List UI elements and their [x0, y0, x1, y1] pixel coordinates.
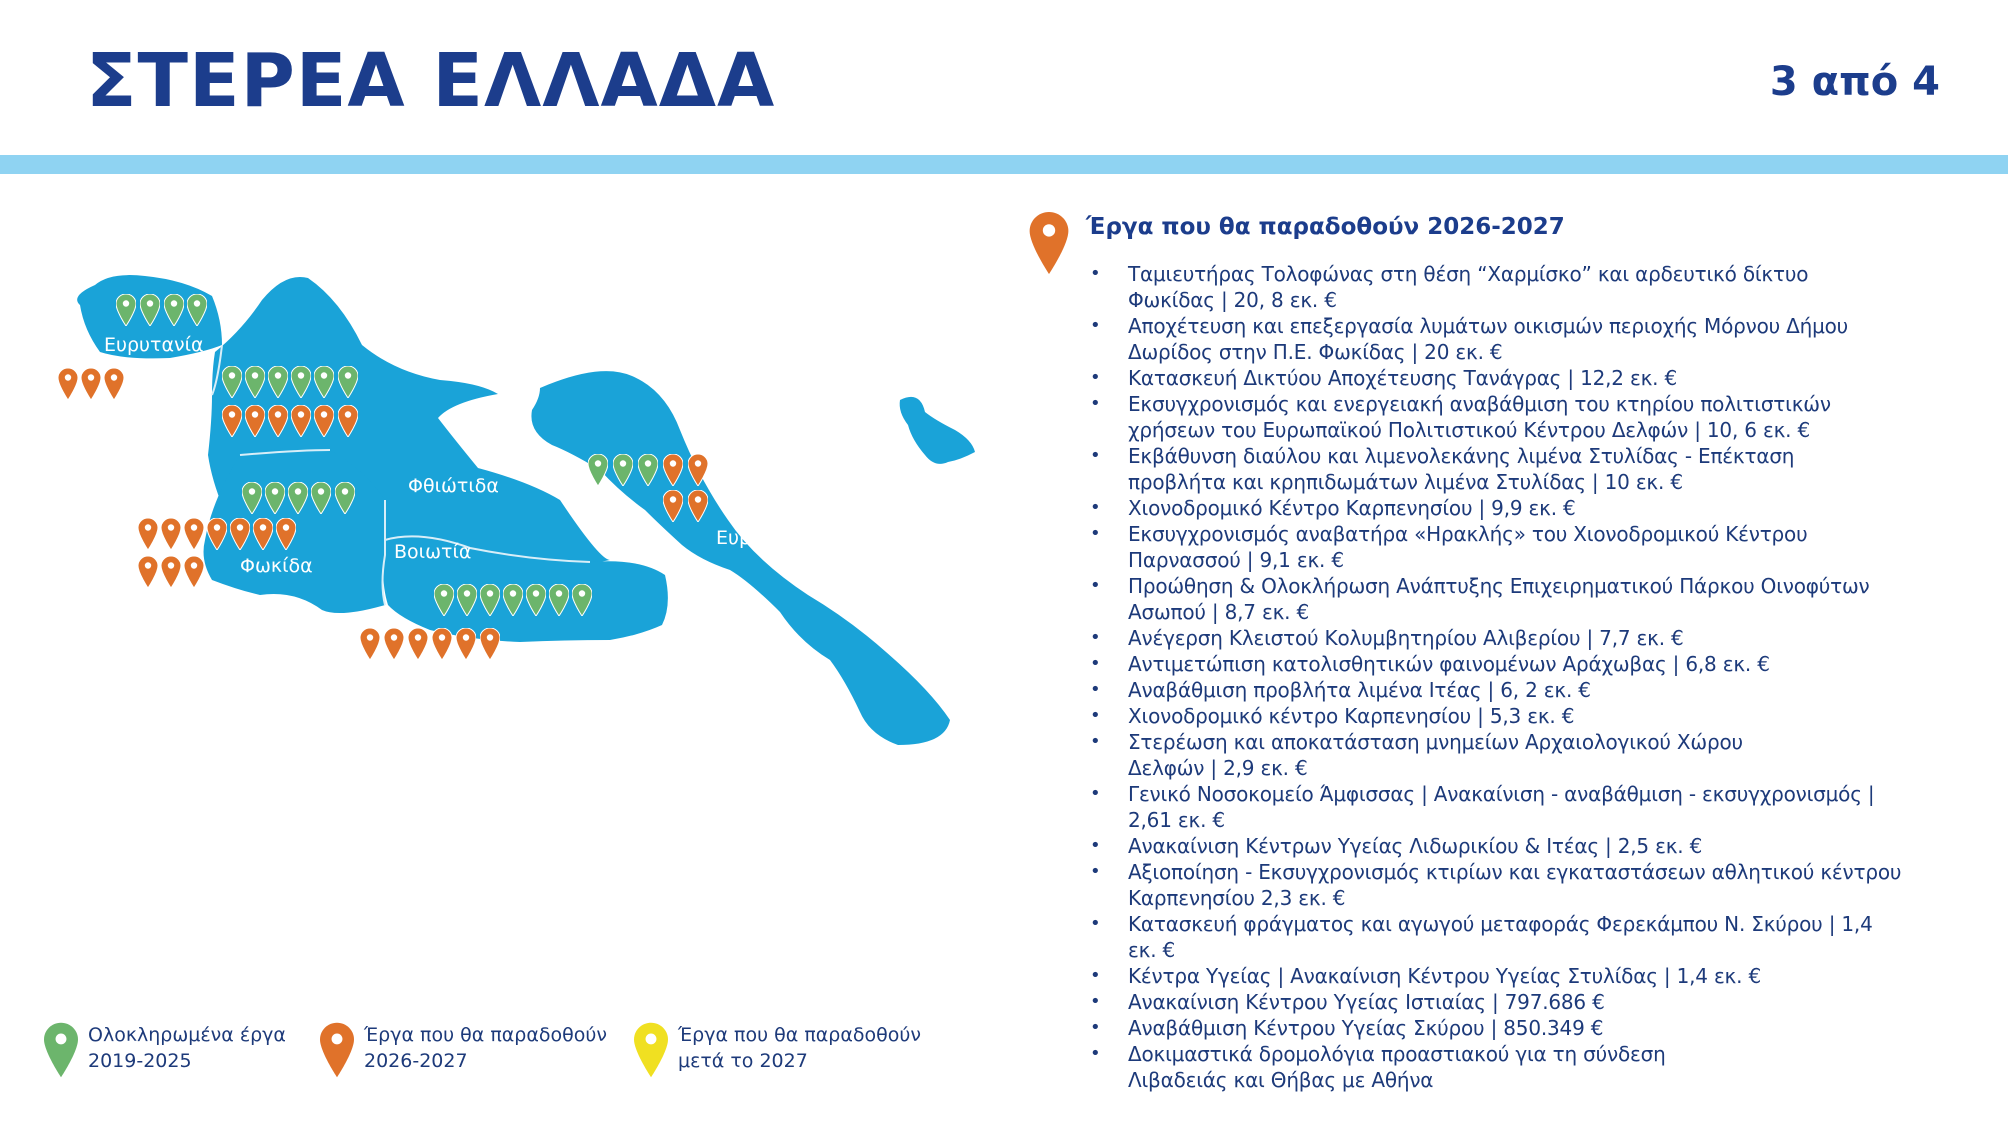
orange-pin-icon	[184, 556, 204, 588]
list-item: • Χιονοδρομικό Κέντρο Καρπενησίου | 9,9 εκ. €	[1090, 495, 1910, 521]
header-divider-band	[0, 155, 2008, 174]
list-item: • Κέντρα Υγείας | Ανακαίνιση Κέντρου Υγείας Στυλίδας | 1,4 εκ. €	[1090, 963, 1910, 989]
legend-item-completed	[44, 1022, 348, 1078]
orange-pin-icon	[138, 556, 158, 588]
region-map	[0, 260, 1000, 760]
page-title: ΣΤΕΡΕΑ ΕΛΛΑΔΑ	[86, 38, 776, 124]
list-item: • Χιονοδρομικό κέντρο Καρπενησίου | 5,3 εκ. €	[1090, 703, 1910, 729]
list-item: • Αναβάθμιση Κέντρου Υγείας Σκύρου | 850.349 €	[1090, 1015, 1910, 1041]
orange-pin-icon	[1028, 212, 1070, 274]
list-item: • Εκβάθυνση διαύλου και λιμενολεκάνης λιμένα Στυλίδας - Επέκταση προβλήτα και κρηπιδωμάτων λιμένα Στυλίδας | 10 εκ. €	[1090, 443, 1910, 495]
orange-pin-icon	[408, 628, 428, 660]
list-item: • Αποχέτευση και επεξεργασία λυμάτων οικισμών περιοχής Μόρνου Δήμου Δωρίδος στην Π.Ε. Φωκίδας | 20 εκ. €	[1090, 313, 1910, 365]
region-label-fthiotida: Φθιώτιδα	[408, 475, 499, 497]
land-shapes	[77, 275, 975, 745]
legend-label: Έργα που θα παραδοθούν	[678, 1024, 921, 1046]
list-item: • Αξιοποίηση - Εκσυγχρονισμός κτιρίων και εγκαταστάσεων αθλητικού κέντρου Καρπενησίου 2,3 εκ. €	[1090, 859, 1910, 911]
orange-pin-icon	[432, 628, 452, 660]
list-item: • Ταμιευτήρας Τολοφώνας στη θέση “Χαρμίσκο” και αρδευτικό δίκτυο Φωκίδας | 20, 8 εκ. €	[1090, 261, 1910, 313]
projects-heading: Έργα που θα παραδοθούν 2026-2027	[1086, 214, 1565, 240]
list-item: • Ανακαίνιση Κέντρου Υγείας Ιστιαίας | 797.686 €	[1090, 989, 1910, 1015]
orange-pin-icon	[161, 518, 181, 550]
list-item: • Κατασκευή φράγματος και αγωγού μεταφοράς Φερεκάμπου Ν. Σκύρου | 1,4 εκ. €	[1090, 911, 1910, 963]
orange-pin-icon	[360, 628, 380, 660]
orange-pin-icon	[104, 368, 124, 400]
orange-pin-icon	[81, 368, 101, 400]
orange-pin-icon	[184, 518, 204, 550]
legend-item-after-2027	[634, 1022, 938, 1078]
yellow-pin-icon	[634, 1022, 668, 1078]
orange-pin-icon	[480, 628, 500, 660]
region-label-evrytania: Ευρυτανία	[104, 334, 204, 356]
legend-item-2026-2027	[320, 1022, 624, 1078]
list-item: • Κατασκευή Δικτύου Αποχέτευσης Τανάγρας | 12,2 εκ. €	[1090, 365, 1910, 391]
orange-pin-icon	[320, 1022, 354, 1078]
list-item: • Αντιμετώπιση κατολισθητικών φαινομένων Αράχωβας | 6,8 εκ. €	[1090, 651, 1910, 677]
legend-label: 2019-2025	[88, 1050, 192, 1072]
green-pin-icon	[588, 454, 608, 486]
orange-pin-icon	[58, 368, 78, 400]
region-skyros	[900, 397, 975, 464]
list-item: • Γενικό Νοσοκομείο Άμφισσας | Ανακαίνιση - αναβάθμιση - εκσυγχρονισμός | 2,61 εκ. €	[1090, 781, 1910, 833]
list-item: • Ανέγερση Κλειστού Κολυμβητηρίου Αλιβερίου | 7,7 εκ. €	[1090, 625, 1910, 651]
list-item: • Ανακαίνιση Κέντρων Υγείας Λιδωρικίου & Ιτέας | 2,5 εκ. €	[1090, 833, 1910, 859]
green-pin-icon	[44, 1022, 78, 1078]
legend-label: Έργα που θα παραδοθούν	[364, 1024, 607, 1046]
region-label-voiotia: Βοιωτία	[394, 541, 472, 563]
list-item: • Δοκιμαστικά δρομολόγια προαστιακού για τη σύνδεση Λιβαδειάς και Θήβας με Αθήνα	[1090, 1041, 1910, 1093]
region-label-fokida: Φωκίδα	[240, 555, 313, 577]
list-item: • Εκσυγχρονισμός αναβατήρα «Ηρακλής» του Χιονοδρομικού Κέντρου Παρνασσού | 9,1 εκ. €	[1090, 521, 1910, 573]
legend-label: μετά το 2027	[678, 1050, 808, 1072]
region-label-evia: Ευβοία	[716, 527, 782, 549]
list-item: • Εκσυγχρονισμός και ενεργειακή αναβάθμιση του κτηρίου πολιτιστικών χρήσεων του Ευρωπαϊκού Πολιτιστικού Κέντρου Δελφών | 10, 6 εκ. €	[1090, 391, 1910, 443]
orange-pin-icon	[456, 628, 476, 660]
projects-list	[1090, 261, 1910, 1093]
list-item: • Αναβάθμιση προβλήτα λιμένα Ιτέας | 6, 2 εκ. €	[1090, 677, 1910, 703]
legend-label: 2026-2027	[364, 1050, 468, 1072]
orange-pin-icon	[384, 628, 404, 660]
orange-pin-icon	[161, 556, 181, 588]
list-item: • Στερέωση και αποκατάσταση μνημείων Αρχαιολογικού Χώρου Δελφών | 2,9 εκ. €	[1090, 729, 1910, 781]
orange-pin-icon	[138, 518, 158, 550]
page-indicator: 3 από 4	[1769, 59, 1940, 105]
legend-label: Ολοκληρωμένα έργα	[88, 1024, 286, 1046]
list-item: • Προώθηση & Ολοκλήρωση Ανάπτυξης Επιχειρηματικού Πάρκου Οινοφύτων Ασωπού | 8,7 εκ. €	[1090, 573, 1910, 625]
